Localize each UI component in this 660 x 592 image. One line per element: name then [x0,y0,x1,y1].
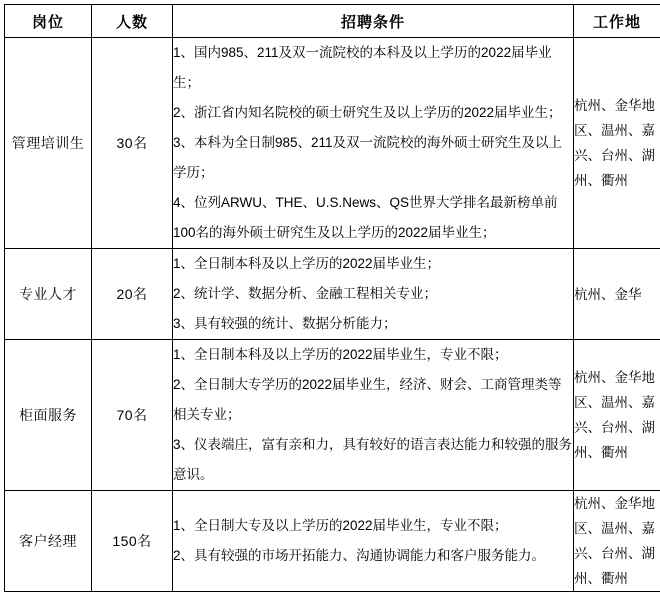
recruitment-table [4,4,660,592]
cell-post: 客户经理 [5,491,92,592]
table-row [5,491,660,592]
requirement-line: 2、全日制大专学历的2022届毕业生，经济、财会、工商管理类等相关专业； [173,370,573,430]
cell-requirements [173,38,574,249]
requirement-line: 1、全日制大专及以上学历的2022届毕业生，专业不限； [173,511,573,541]
header-requirements: 招聘条件 [173,5,574,38]
requirement-line: 1、全日制本科及以上学历的2022届毕业生； [173,249,573,279]
cell-count: 70名 [92,340,173,491]
cell-requirements [173,491,574,592]
cell-post: 专业人才 [5,249,92,340]
cell-count: 20名 [92,249,173,340]
requirement-line: 3、具有较强的统计、数据分析能力； [173,309,573,339]
cell-count: 150名 [92,491,173,592]
cell-post: 管理培训生 [5,38,92,249]
table-row [5,249,660,340]
cell-location: 杭州、金华地区、温州、嘉兴、台州、湖州、衢州 [574,340,660,491]
table-header-row [5,5,660,38]
cell-requirements [173,249,574,340]
requirement-line: 3、仪表端庄，富有亲和力，具有较好的语言表达能力和较强的服务意识。 [173,430,573,490]
header-location: 工作地 [574,5,660,38]
requirement-line: 1、全日制本科及以上学历的2022届毕业生，专业不限； [173,340,573,370]
requirement-line: 2、统计学、数据分析、金融工程相关专业； [173,279,573,309]
header-post: 岗位 [5,5,92,38]
table-row [5,340,660,491]
requirement-line: 2、具有较强的市场开拓能力、沟通协调能力和客户服务能力。 [173,541,573,571]
table-row [5,38,660,249]
cell-location: 杭州、金华地区、温州、嘉兴、台州、湖州、衢州 [574,38,660,249]
requirement-line: 1、国内985、211及双一流院校的本科及以上学历的2022届毕业生； [173,38,573,98]
requirement-line: 2、浙江省内知名院校的硕士研究生及以上学历的2022届毕业生； [173,98,573,128]
cell-location: 杭州、金华 [574,249,660,340]
cell-location: 杭州、金华地区、温州、嘉兴、台州、湖州、衢州 [574,491,660,592]
cell-count: 30名 [92,38,173,249]
table-body [5,38,660,592]
cell-post: 柜面服务 [5,340,92,491]
table-header [5,5,660,38]
requirement-line: 3、本科为全日制985、211及双一流院校的海外硕士研究生及以上学历； [173,128,573,188]
header-count: 人数 [92,5,173,38]
requirement-line: 4、位列ARWU、THE、U.S.News、QS世界大学排名最新榜单前100名的海外硕士研究生及以上学历的2022届毕业生； [173,188,573,248]
cell-requirements [173,340,574,491]
